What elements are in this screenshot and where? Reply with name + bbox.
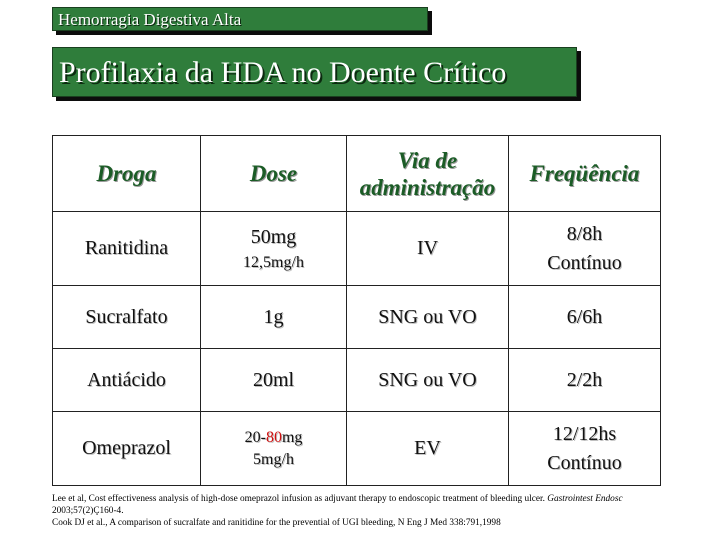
header-via-line1: Via de xyxy=(397,147,458,173)
cell-droga: Ranitidina xyxy=(53,212,201,286)
cell-frequencia: 2/2h xyxy=(509,349,661,412)
dose-main: 50mg xyxy=(250,226,297,248)
cell-dose xyxy=(201,412,347,486)
table-header-row xyxy=(53,136,661,212)
reference-1-details: 2003;57(2)Ç160-4. xyxy=(52,506,124,516)
reference-1-journal: Gastrointest Endosc xyxy=(547,494,623,504)
header-via-line2: administração xyxy=(359,174,496,200)
drug-table xyxy=(52,135,661,486)
cell-via: SNG ou VO xyxy=(347,286,509,349)
freq-main: 8/8h xyxy=(566,222,603,245)
cell-dose: 20ml xyxy=(201,349,347,412)
dose-rate: 12,5mg/h xyxy=(243,254,304,271)
dose-suffix: mg xyxy=(281,428,303,446)
section-header-label: Hemorragia Digestiva Alta xyxy=(58,10,242,29)
dose-highlight: 80 xyxy=(265,428,282,446)
freq-mode: Contínuo xyxy=(547,451,622,474)
table-row xyxy=(53,212,661,286)
cell-frequencia xyxy=(509,212,661,286)
cell-dose: 1g xyxy=(201,286,347,349)
reference-1-text: Lee et al, Cost effectiveness analysis of high-dose omeprazol infusion as adjuvant therapy to endoscopic treatment of bleeding ulcer. xyxy=(52,494,548,504)
header-via xyxy=(347,136,509,212)
dose-main xyxy=(201,427,346,449)
table-row xyxy=(53,412,661,486)
table-row xyxy=(53,349,661,412)
section-header xyxy=(52,7,428,31)
slide-title xyxy=(52,47,577,97)
cell-droga: Omeprazol xyxy=(53,412,201,486)
freq-mode: Contínuo xyxy=(547,251,622,274)
cell-via: IV xyxy=(347,212,509,286)
cell-frequencia xyxy=(509,412,661,486)
header-frequencia: Freqüência xyxy=(509,136,661,212)
dose-prefix: 20- xyxy=(244,428,266,446)
cell-droga: Antiácido xyxy=(53,349,201,412)
references xyxy=(52,493,672,529)
cell-droga: Sucralfato xyxy=(53,286,201,349)
cell-via: EV xyxy=(347,412,509,486)
freq-main: 12/12hs xyxy=(552,422,617,445)
cell-frequencia: 6/6h xyxy=(509,286,661,349)
slide-title-text: Profilaxia da HDA no Doente Crítico xyxy=(59,56,507,89)
table-row xyxy=(53,286,661,349)
dose-rate: 5mg/h xyxy=(253,450,294,468)
cell-dose xyxy=(201,212,347,286)
cell-via: SNG ou VO xyxy=(347,349,509,412)
header-droga: Droga xyxy=(53,136,201,212)
reference-2: Cook DJ et al., A comparison of sucralfate and ranitidine for the prevential of UGI bleeding, N Eng J Med 338:791,1998 xyxy=(52,518,501,528)
header-dose: Dose xyxy=(201,136,347,212)
reference-1 xyxy=(52,493,672,517)
